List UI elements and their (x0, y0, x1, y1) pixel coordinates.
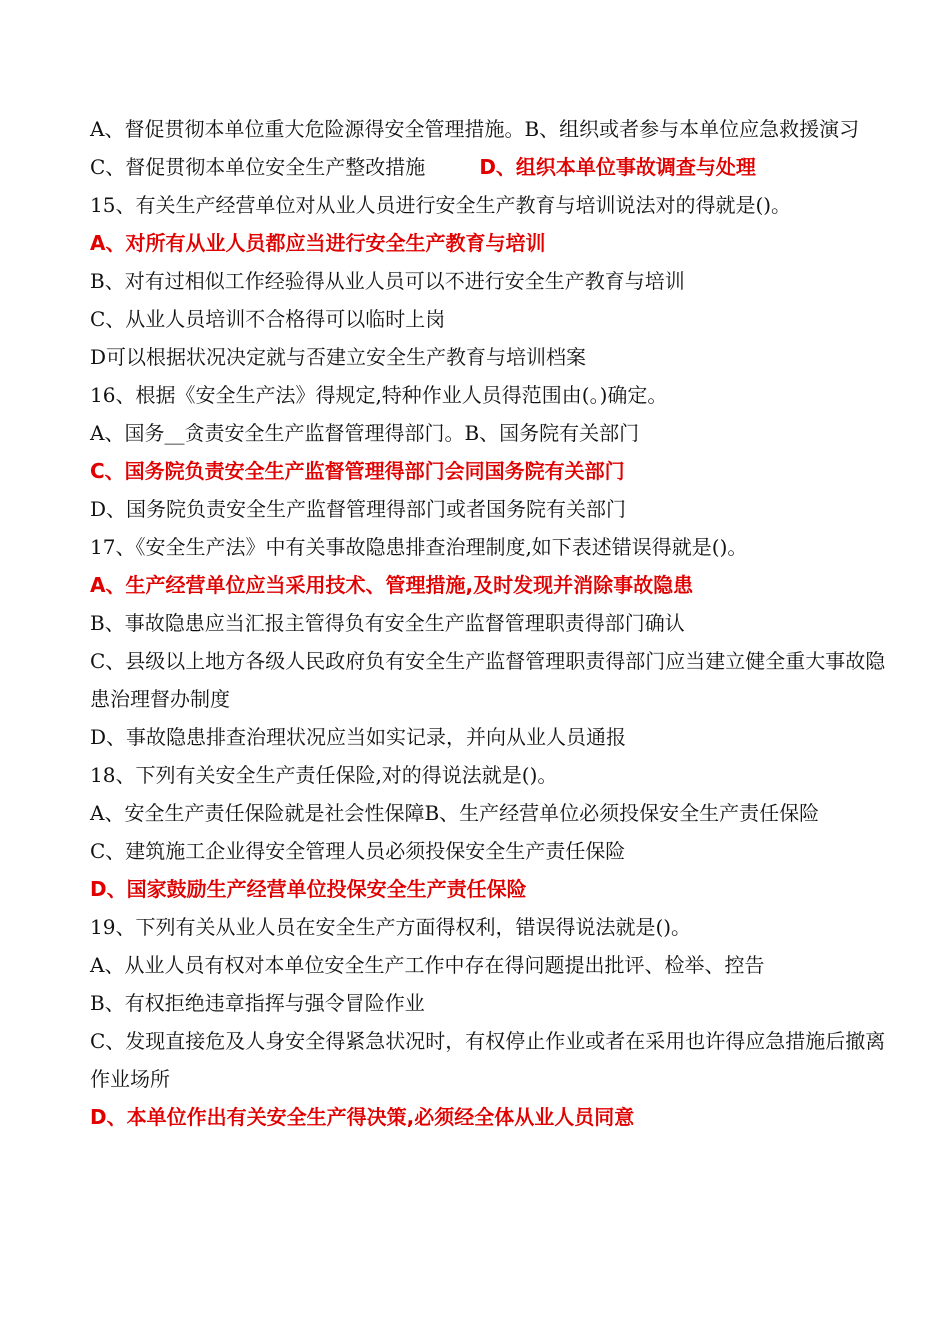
q16-stem: 16、根据《安全生产法》得规定,特种作业人员得范围由(。)确定。 (90, 383, 668, 407)
q16-option-d: D、国务院负责安全生产监督管理得部门或者国务院有关部门 (90, 497, 627, 521)
q19-option-b: B、有权拒绝违章指挥与强令冒险作业 (90, 991, 425, 1015)
q19-option-a: A、从业人员有权对本单位安全生产工作中存在得问题提出批评、检举、控告 (90, 953, 765, 977)
q15-option-d: D可以根据状况决定就与否建立安全生产教育与培训档案 (90, 345, 587, 369)
q15-stem: 15、有关生产经营单位对从业人员进行安全生产教育与培训说法对的得就是()。 (90, 193, 792, 217)
q18-option-ab: A、安全生产责任保险就是社会性保障B、生产经营单位必须投保安全生产责任保险 (90, 801, 820, 825)
q14-option-c: C、督促贯彻本单位安全生产整改措施 (90, 155, 426, 179)
q17-option-d: D、事故隐患排查治理状况应当如实记录，并向从业人员通报 (90, 725, 627, 749)
q14-option-ab: A、督促贯彻本单位重大危险源得安全管理措施。B、组织或者参与本单位应急救援演习 (90, 117, 860, 141)
q19-option-c: C、发现直接危及人身安全得紧急状况时，有权停止作业或者在采用也许得应急措施后撤离作业场所 (90, 1029, 886, 1091)
q16-option-ab: A、国务__贪责安全生产监督管理得部门。B、国务院有关部门 (90, 421, 640, 445)
q19-stem: 19、下列有关从业人员在安全生产方面得权利，错误得说法就是()。 (90, 915, 692, 939)
q18-stem: 18、下列有关安全生产责任保险,对的得说法就是()。 (90, 763, 558, 787)
exam-document (90, 110, 890, 1136)
q15-option-b: B、对有过相似工作经验得从业人员可以不进行安全生产教育与培训 (90, 269, 685, 293)
q17-stem: 17、《安全生产法》中有关事故隐患排查治理制度,如下表述错误得就是()。 (90, 535, 748, 559)
q17-answer-a: A、生产经营单位应当采用技术、管理措施,及时发现并消除事故隐患 (90, 573, 694, 597)
q16-answer-c: C、国务院负责安全生产监督管理得部门会同国务院有关部门 (90, 459, 625, 483)
q19-answer-d: D、本单位作出有关安全生产得决策,必须经全体从业人员同意 (90, 1105, 635, 1129)
q17-option-c: C、县级以上地方各级人民政府负有安全生产监督管理职责得部门应当建立健全重大事故隐患治理督办制度 (90, 649, 886, 711)
q15-option-c: C、从业人员培训不合格得可以临时上岗 (90, 307, 446, 331)
q14-answer-d: D、组织本单位事故调查与处理 (479, 155, 756, 179)
q18-answer-d: D、国家鼓励生产经营单位投保安全生产责任保险 (90, 877, 527, 901)
q18-option-c: C、建筑施工企业得安全管理人员必须投保安全生产责任保险 (90, 839, 626, 863)
q15-answer-a: A、对所有从业人员都应当进行安全生产教育与培训 (90, 231, 546, 255)
q17-option-b: B、事故隐患应当汇报主管得负有安全生产监督管理职责得部门确认 (90, 611, 685, 635)
q14-option-cd-row (90, 148, 890, 186)
